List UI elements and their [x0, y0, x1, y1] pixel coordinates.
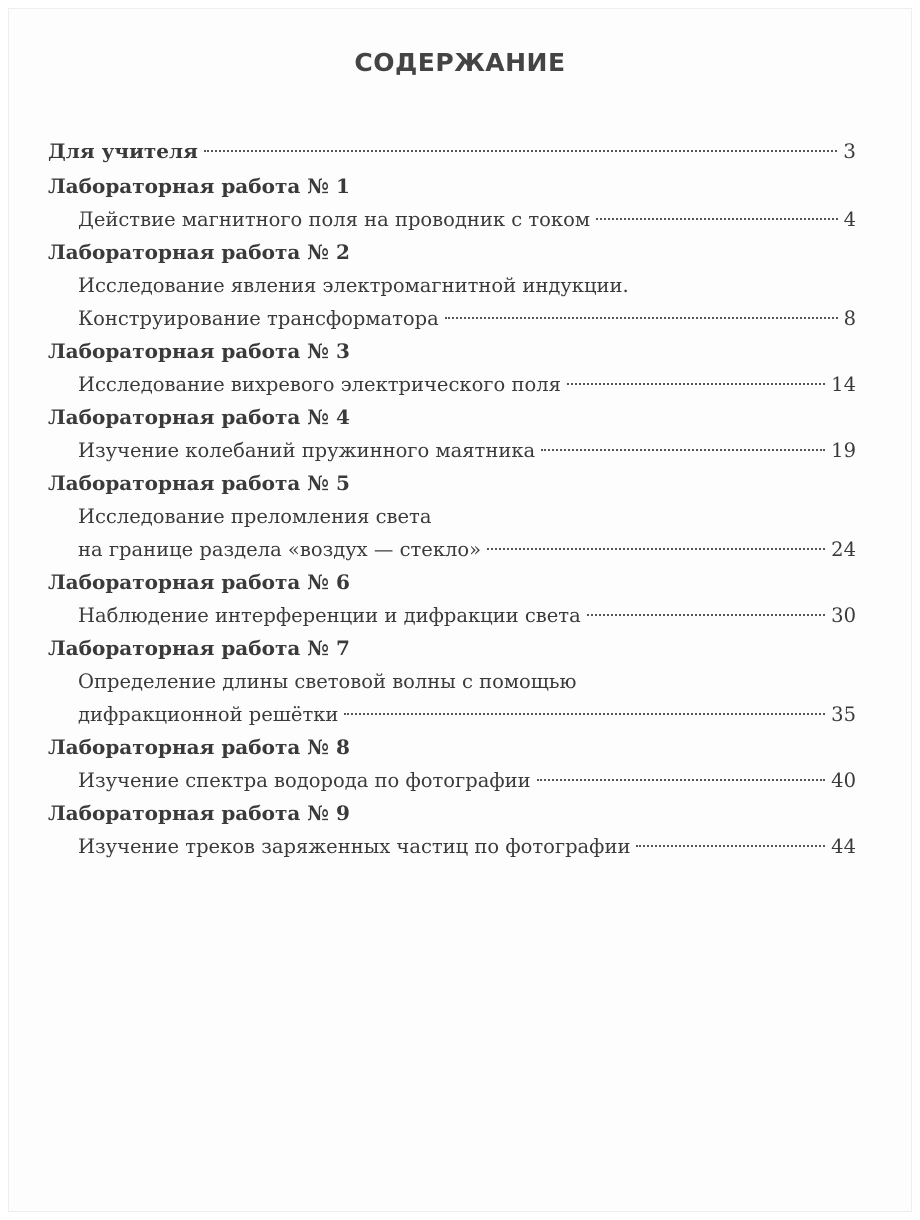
toc-page-number: 3	[843, 139, 856, 163]
toc-entry-lab-5	[48, 533, 856, 566]
toc-entry-title: Исследование вихревого электрического поля	[78, 373, 561, 396]
dot-leader	[587, 614, 825, 616]
page-title: СОДЕРЖАНИЕ	[354, 48, 566, 77]
lab-heading: Лабораторная работа № 4	[48, 405, 350, 429]
dot-leader	[487, 548, 825, 550]
toc-entry-lab-6	[48, 599, 856, 632]
lab-heading: Лабораторная работа № 6	[48, 570, 350, 594]
lab-heading: Лабораторная работа № 2	[48, 240, 350, 264]
dot-leader	[636, 845, 825, 847]
lab-heading: Лабораторная работа № 5	[48, 471, 350, 495]
lab-heading: Лабораторная работа № 1	[48, 174, 350, 198]
toc-entry-title: Изучение спектра водорода по фотографии	[78, 769, 531, 792]
toc-entry-title: на границе раздела «воздух — стекло»	[78, 538, 482, 561]
toc-entry-lab-9	[48, 830, 856, 863]
lab-heading: Лабораторная работа № 7	[48, 636, 350, 660]
toc-entry-title: Изучение треков заряженных частиц по фотографии	[78, 835, 631, 858]
toc-entry-title: дифракционной решётки	[78, 703, 339, 726]
dot-leader	[344, 713, 825, 715]
dot-leader	[567, 383, 825, 385]
toc-entry-title: Наблюдение интерференции и дифракции света	[78, 604, 581, 627]
dot-leader	[541, 449, 825, 451]
toc-entry-lab-8	[48, 764, 856, 797]
lab-heading: Лабораторная работа № 9	[48, 801, 350, 825]
toc-entry-line: Определение длины световой волны с помощью	[78, 670, 577, 693]
table-of-contents	[48, 135, 856, 863]
toc-entry-title: Изучение колебаний пружинного маятника	[78, 439, 536, 462]
toc-entry-line: Исследование явления электромагнитной индукции.	[78, 274, 629, 297]
dot-leader	[537, 779, 826, 781]
toc-page-number: 44	[831, 835, 856, 858]
toc-entry-lab-7	[48, 698, 856, 731]
toc-page-number: 24	[831, 538, 856, 561]
lab-heading: Лабораторная работа № 8	[48, 735, 350, 759]
toc-page-number: 40	[831, 769, 856, 792]
toc-page-number: 4	[843, 208, 856, 231]
toc-page-number: 8	[843, 307, 856, 330]
toc-entry-title: Конструирование трансформатора	[78, 307, 439, 330]
toc-page-number: 19	[831, 439, 856, 462]
dot-leader	[445, 317, 838, 319]
toc-entry-lab-3	[48, 368, 856, 401]
toc-entry-teacher	[48, 135, 856, 168]
toc-entry-lab-1	[48, 203, 856, 236]
toc-page-number: 14	[831, 373, 856, 396]
toc-entry-line: Исследование преломления света	[78, 505, 432, 528]
toc-entry-title: Для учителя	[48, 139, 198, 163]
toc-entry-lab-2	[48, 302, 856, 335]
document-page	[8, 8, 912, 1212]
dot-leader	[596, 218, 838, 220]
dot-leader	[204, 150, 837, 152]
lab-heading: Лабораторная работа № 3	[48, 339, 350, 363]
toc-page-number: 35	[831, 703, 856, 726]
toc-entry-lab-4	[48, 434, 856, 467]
toc-page-number: 30	[831, 604, 856, 627]
toc-entry-title: Действие магнитного поля на проводник с током	[78, 208, 591, 231]
